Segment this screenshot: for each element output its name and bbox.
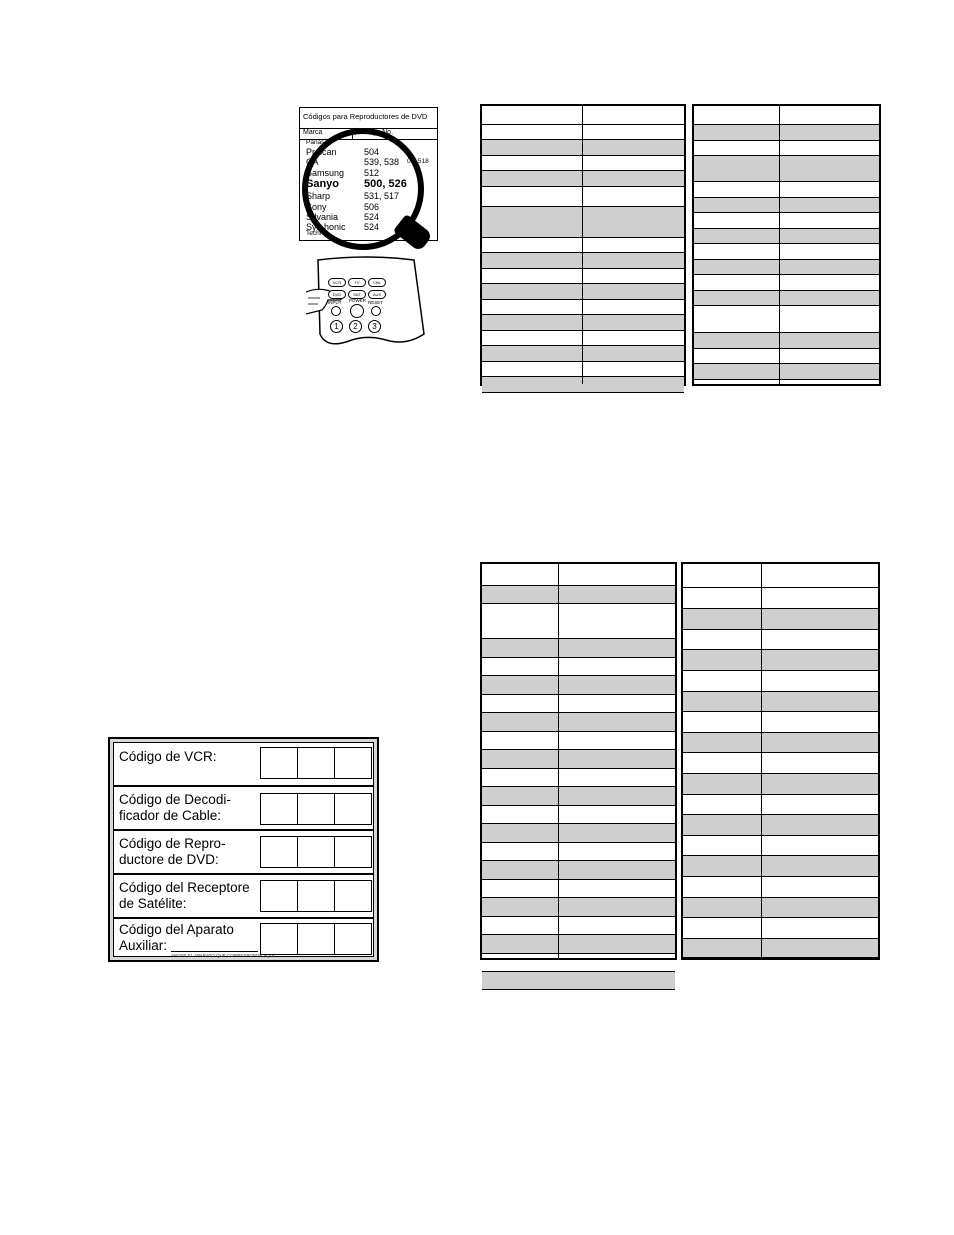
- table-row: [694, 125, 879, 141]
- table-row: [683, 774, 878, 795]
- table-row: [482, 156, 684, 171]
- column-divider: [558, 564, 559, 958]
- table-row: [683, 856, 878, 877]
- table-row: [694, 244, 879, 260]
- satellite-code-boxes[interactable]: [260, 880, 372, 912]
- dvd-brand-name: Syn honic: [306, 222, 346, 232]
- dvd-button[interactable]: DVD: [328, 290, 346, 299]
- table-row: [482, 284, 684, 300]
- table-row: [694, 291, 879, 306]
- brand-column-header: Marca: [303, 129, 323, 136]
- table-row: [482, 713, 675, 732]
- cable-code-boxes[interactable]: [260, 793, 372, 825]
- dvd-brand-name: S lvania: [306, 212, 339, 222]
- table-row: [482, 750, 675, 769]
- dvd-brand-code: 504: [364, 147, 380, 157]
- aux-code-boxes[interactable]: [260, 923, 372, 955]
- table-row: [683, 712, 878, 733]
- satellite-code-label-2: de Satélite:: [119, 896, 187, 911]
- code-column-header: Código No.: [358, 129, 394, 136]
- aux-code-label-1: Código del Aparato: [119, 922, 234, 937]
- aux-button[interactable]: AUX: [368, 290, 386, 299]
- dvd-brand-code: 500, 526: [364, 178, 407, 190]
- table-row: [482, 898, 675, 917]
- table-row: [683, 815, 878, 836]
- table-row: [482, 806, 675, 824]
- table-row: [482, 917, 675, 935]
- table-row: [482, 787, 675, 806]
- table-header: [694, 106, 879, 125]
- table-row: [482, 676, 675, 695]
- code-table-top-left: [480, 104, 686, 386]
- table-row: [694, 229, 879, 244]
- dvd-brand-name: Sharp: [306, 191, 331, 201]
- column-divider: [582, 106, 583, 384]
- table-row: [694, 364, 879, 380]
- power-label: POWER: [349, 298, 367, 303]
- table-header: [482, 106, 684, 125]
- table-row: [683, 836, 878, 856]
- table-row: [482, 769, 675, 787]
- vcr-code-label: Código de VCR:: [119, 749, 217, 764]
- code-table-top-right: [692, 104, 881, 386]
- dvd-brand-name: Technic: [306, 230, 329, 237]
- dvd-code-label-1: Código de Repro-: [119, 836, 226, 851]
- input-button[interactable]: [331, 306, 341, 316]
- table-row: [482, 972, 675, 990]
- dvd-brand-code: 512: [364, 168, 380, 178]
- power-button[interactable]: [350, 304, 364, 318]
- dvd-brand-extra-code: 05, 518: [407, 158, 429, 165]
- table-row: [694, 198, 879, 213]
- dvd-brand-code: 524: [364, 222, 380, 232]
- aux-device-line[interactable]: [171, 951, 258, 952]
- code-table-bottom-left: [480, 562, 677, 960]
- table-row: [482, 140, 684, 156]
- dvd-brand-code: 524: [364, 212, 380, 222]
- table-row: [683, 692, 878, 712]
- table-row: [683, 733, 878, 753]
- table-row: [694, 333, 879, 349]
- table-row: [694, 141, 879, 156]
- table-row: [482, 346, 684, 362]
- dvd-brand-name: Panaso: [306, 139, 329, 146]
- dvd-brand-name: CA: [306, 157, 319, 167]
- table-header: [482, 564, 675, 586]
- code-record-form: [108, 737, 379, 962]
- table-row: [482, 253, 684, 269]
- table-row: [482, 954, 675, 972]
- table-row: [683, 898, 878, 918]
- table-row: [482, 171, 684, 187]
- table-row: [482, 377, 684, 393]
- dvd-code-boxes[interactable]: [260, 836, 372, 868]
- input-label: INPUT: [328, 300, 342, 305]
- table-row: [683, 650, 878, 671]
- table-row: [482, 362, 684, 377]
- table-row: [694, 213, 879, 229]
- dvd-brand-code: 539, 538: [364, 157, 400, 167]
- column-divider: [779, 106, 780, 384]
- dvd-brand-name: Sanyo: [306, 178, 340, 190]
- table-row: [683, 939, 878, 958]
- table-row: [683, 630, 878, 650]
- tv-button[interactable]: TV: [348, 278, 366, 287]
- table-row: [482, 300, 684, 315]
- number-1-button[interactable]: 1: [330, 320, 343, 333]
- number-3-button[interactable]: 3: [368, 320, 381, 333]
- table-row: [683, 671, 878, 692]
- table-row: [482, 586, 675, 604]
- dvd-brand-name: Sony: [306, 202, 327, 212]
- aux-code-label-2: Auxiliar:: [119, 938, 168, 953]
- table-row: [683, 609, 878, 630]
- table-row: [683, 918, 878, 939]
- dvd-brand-code: 531, 517: [364, 191, 400, 201]
- table-row: [482, 207, 684, 238]
- table-row: [482, 331, 684, 346]
- dvd-brand-name: Pr scan: [306, 147, 337, 157]
- table-row: [482, 238, 684, 253]
- table-row: [482, 658, 675, 676]
- dvd-code-label-2: ductore de DVD:: [119, 852, 219, 867]
- satellite-code-label-1: Código del Receptore: [119, 880, 250, 895]
- table-row: [683, 753, 878, 774]
- cable-code-label-1: Código de Decodi-: [119, 792, 231, 807]
- table-row: [482, 125, 684, 140]
- aux-code-row: [114, 919, 373, 960]
- table-row: [683, 877, 878, 898]
- table-row: [694, 306, 879, 333]
- vcr-code-boxes[interactable]: [260, 747, 372, 779]
- number-2-button[interactable]: 2: [349, 320, 362, 333]
- table-row: [482, 604, 675, 639]
- table-row: [694, 260, 879, 275]
- table-row: [482, 861, 675, 880]
- dvd-code-row: [114, 831, 373, 875]
- table-row: [482, 843, 675, 861]
- aux-note: ANOTE EL APARATO QUE CORRESPONDE AQUÍ: [171, 953, 275, 958]
- table-row: [683, 795, 878, 815]
- dvd-brand-code: 506: [364, 202, 380, 212]
- table-row: [482, 187, 684, 207]
- table-row: [694, 349, 879, 364]
- column-divider: [761, 564, 762, 958]
- table-row: [683, 588, 878, 609]
- table-row: [482, 935, 675, 954]
- dvd-brand-name: Samsung: [306, 168, 345, 178]
- cbl-button[interactable]: CBL: [368, 278, 386, 287]
- table-row: [694, 156, 879, 182]
- table-row: [694, 182, 879, 198]
- table-row: [482, 269, 684, 284]
- dvd-codes-title: Códigos para Reproductores de DVD: [303, 112, 428, 121]
- cable-code-row: [114, 787, 373, 831]
- table-header: [683, 564, 878, 588]
- table-row: [482, 824, 675, 843]
- vcr-code-row: [114, 743, 373, 787]
- vcr-button[interactable]: VCR: [328, 278, 346, 287]
- satellite-code-row: [114, 875, 373, 919]
- remote-buttons: [306, 254, 426, 348]
- sat-button[interactable]: SAT: [348, 290, 366, 299]
- table-row: [482, 732, 675, 750]
- table-row: [482, 880, 675, 898]
- code-table-bottom-right: [681, 562, 880, 960]
- table-row: [482, 315, 684, 331]
- table-row: [694, 275, 879, 291]
- reset-button[interactable]: [371, 306, 381, 316]
- reset-label: RESET: [368, 300, 384, 305]
- cable-code-label-2: ficador de Cable:: [119, 808, 222, 823]
- table-row: [482, 639, 675, 658]
- table-row: [482, 695, 675, 713]
